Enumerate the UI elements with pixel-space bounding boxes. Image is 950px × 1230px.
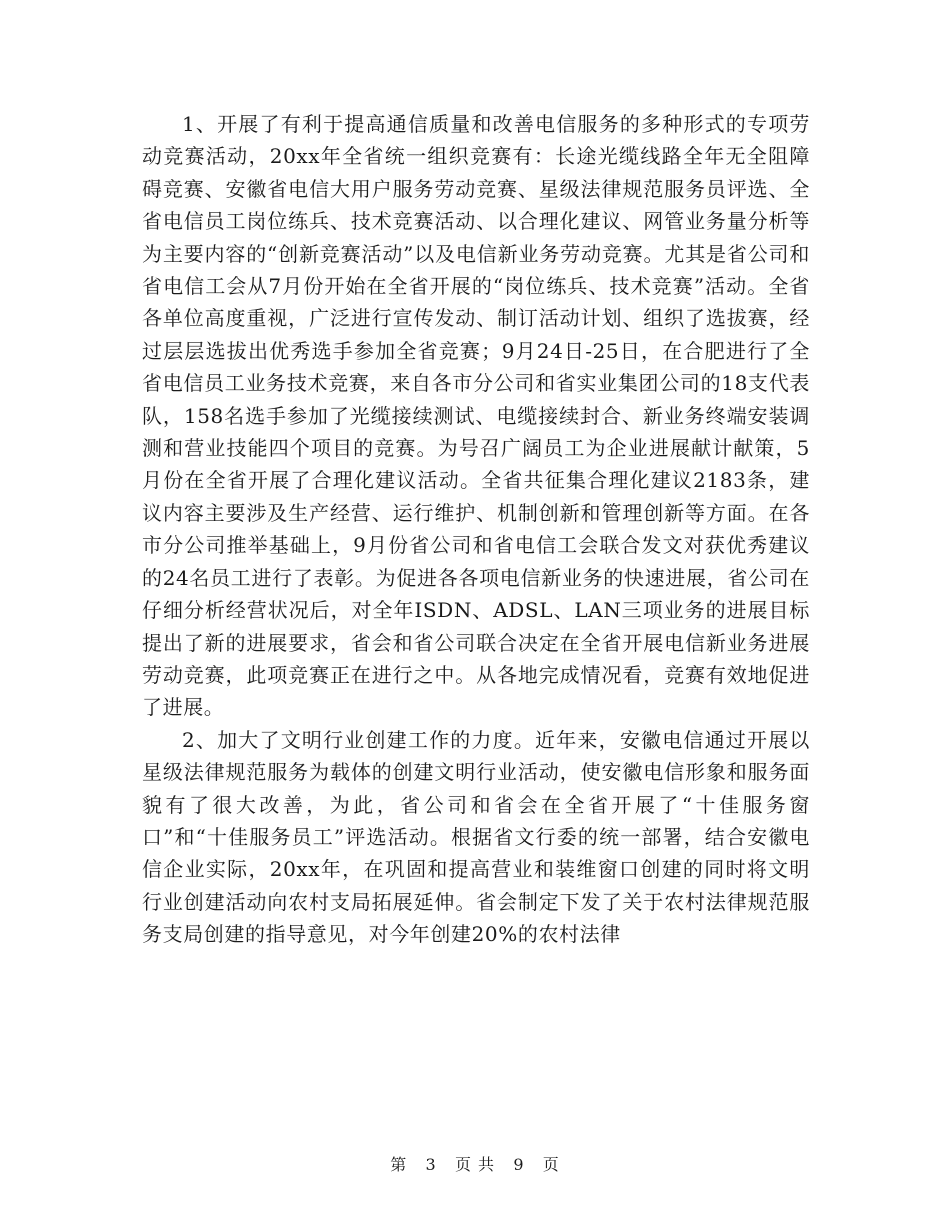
current-page-number: 3 (425, 1155, 437, 1174)
footer-suffix: 页 (542, 1155, 560, 1174)
page-footer (0, 1152, 950, 1175)
footer-middle: 页 共 (454, 1155, 496, 1174)
paragraph-2: 2、加大了文明行业创建工作的力度。近年来，安徽电信通过开展以星级法律规范服务为载体的创建文明行业活动，使安徽电信形象和服务面貌有了很大改善，为此，省公司和省会在全省开展了“十佳服务窗口”和“十佳服务员工”评选活动。根据省文行委的统一部署，结合安徽电信企业实际，20xx年，在巩固和提高营业和装维窗口创建的同时将文明行业创建活动向农村支局拓展延伸。省会制定下发了关于农村法律规范服务支局创建的指导意见，对今年创建20%的农村法律 (142, 727, 810, 947)
document-body (142, 108, 810, 951)
footer-prefix: 第 (390, 1155, 408, 1174)
paragraph-1: 1、开展了有利于提高通信质量和改善电信服务的多种形式的专项劳动竞赛活动，20xx年全省统一组织竞赛有：长途光缆线路全年无全阻障碍竞赛、安徽省电信大用户服务劳动竞赛、星级法律规范服务员评选、全省电信员工岗位练兵、技术竞赛活动、以合理化建议、网管业务量分析等为主要内容的“创新竞赛活动”以及电信新业务劳动竞赛。尤其是省公司和省电信工会从7月份开始在全省开展的“岗位练兵、技术竞赛”活动。全省各单位高度重视，广泛进行宣传发动、制订活动计划、组织了选拔赛，经过层层选拔出优秀选手参加全省竞赛；9月24日-25日，在合肥进行了全省电信员工业务技术竞赛，来自各市分公司和省实业集团公司的18支代表队，158名选手参加了光缆接续测试、电缆接续封合、新业务终端安装调测和营业技能四个项目的竞赛。为号召广阔员工为企业进展献计献策，5月份在全省开展了合理化建议活动。全省共征集合理化建议2183条，建议内容主要涉及生产经营、运行维护、机制创新和管理创新等方面。在各市分公司推举基础上，9月份省公司和省电信工会联合发文对获优秀建议的24名员工进行了表彰。为促进各各项电信新业务的快速进展，省公司在仔细分析经营状况后，对全年ISDN、ADSL、LAN三项业务的进展目标提出了新的进展要求，省会和省公司联合决定在全省开展电信新业务进展劳动竞赛，此项竞赛正在进行之中。从各地完成情况看，竞赛有效地促进了进展。 (142, 112, 810, 720)
total-pages-number: 9 (513, 1155, 525, 1174)
